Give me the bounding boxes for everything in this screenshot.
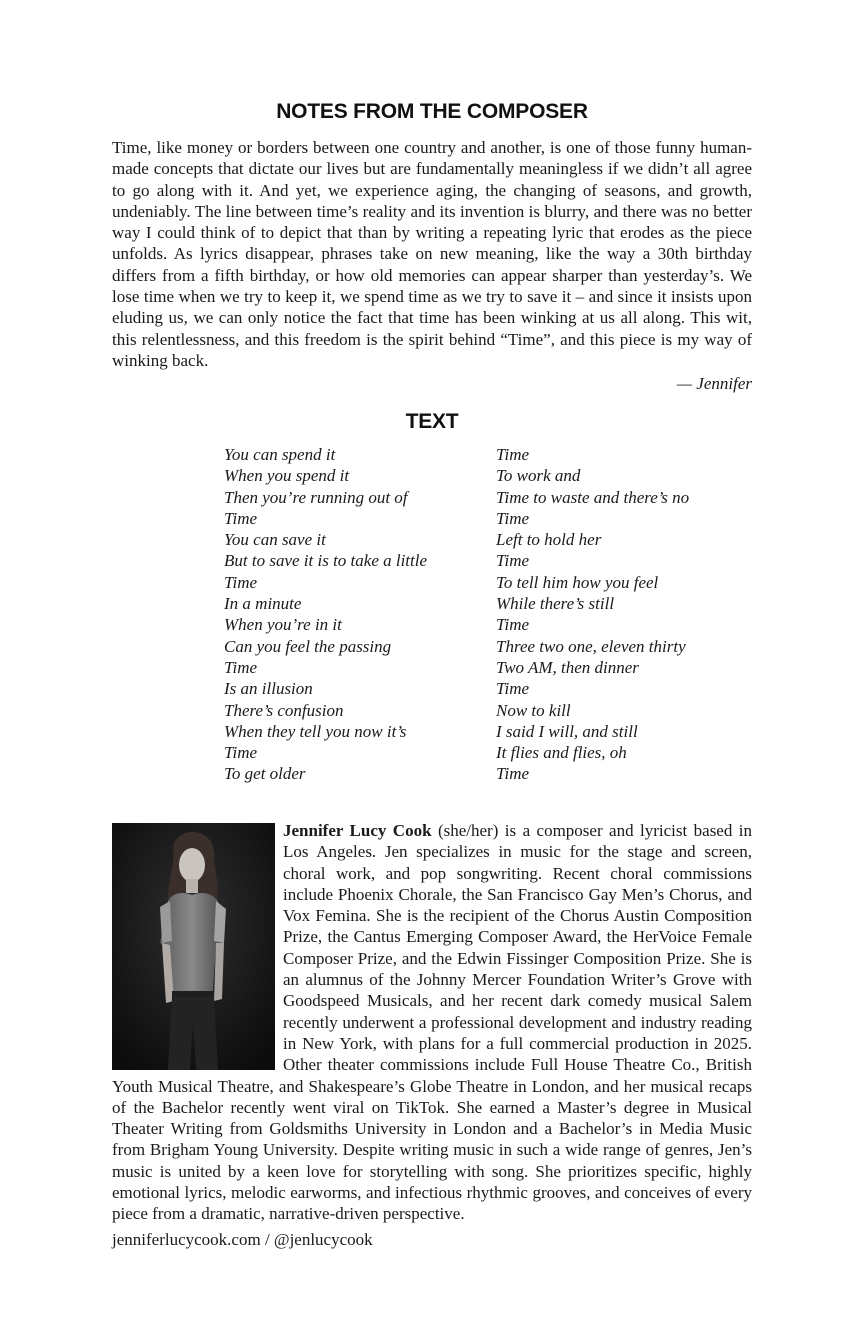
signature: — Jennifer [676,374,752,393]
lyric-line: Time [224,572,258,592]
lyric-line: Time to waste and there’s no [496,487,690,507]
bio-text: (she/her) is a composer and lyricist based in Los Angeles. Jen specializes in music for the stage and screen, choral work, and pop songwriting. Recent choral commissions include Phoenix Chorale, the San Francisco Gay Men’s Chorus, and Vox Femina. She is the recipient of the Chorus Austin Composition Prize, the Cantus Emerging Composer Award, the HerVoice Female Composer Prize, and the Edwin Fissinger Composition Prize. She is an alumnus of the Johnny Mercer Foundation Writer’s Grove with Goodspeed Musicals, and her recent dark comedy musical Salem recently underwent a professional development and industry reading in New York, with plans for a full commercial production in 2025. Other theater commissions include Full House Theatre Co., British Youth Musical Theatre, and Shakespeare’s Globe Theatre in London, and her musical recaps of the Bachelor recently went viral on TikTok. She earned a Master’s degree in Musical Theater Writing from Goldsmiths University in London and a Bachelor’s in Media Music from Brigham Young University. Despite writing music in such a wide range of genres, Jen’s music is united by a keen love for storytelling with song. She prioritizes specific, highly emotional lyrics, melodic earworms, and infectious rhythmic grooves, and conceives of every piece from a dramatic, narrative-driven perspective. [112,821,752,1224]
lyric-line: Is an illusion [224,679,313,699]
text-heading: TEXT [405,410,459,433]
lyric-line: Time [496,508,530,528]
lyric-line: Now to kill [496,700,571,720]
lyric-line: To tell him how you feel [496,572,659,592]
lyric-line: Three two one, eleven thirty [496,636,686,656]
notes-heading: NOTES FROM THE COMPOSER [276,100,588,123]
lyric-line: It flies and flies, oh [496,743,627,763]
lyric-line: I said I will, and still [496,721,638,741]
lyric-line: When you’re in it [224,615,342,635]
lyric-line: Left to hold her [496,530,602,550]
lyric-line: To get older [224,764,306,784]
lyric-line: Time [496,615,530,635]
lyric-line: While there’s still [496,594,615,614]
lyric-line: Time [496,551,530,571]
lyric-line: Time [496,764,530,784]
lyric-line: Then you’re running out of [224,487,408,507]
lyric-line: When they tell you now it’s [224,721,407,741]
lyric-line: You can save it [224,530,326,550]
lyric-line: Time [224,657,258,677]
lyric-line: Can you feel the passing [224,636,392,656]
lyric-line: To work and [496,466,581,486]
lyric-line: Time [224,508,258,528]
composer-portrait [112,823,275,1070]
contact-line: jenniferlucycook.com / @jenlucycook [112,1230,373,1249]
lyric-line: Time [496,445,530,464]
lyric-line: Two AM, then dinner [496,657,639,677]
lyric-line: When you spend it [224,466,350,486]
lyric-line: But to save it is to take a little [224,551,428,571]
lyric-line: Time [224,743,258,763]
lyrics-column-right [496,444,689,785]
lyrics-column-left [224,444,427,785]
lyric-line: There’s confusion [224,700,344,720]
composer-name: Jennifer Lucy Cook [283,821,432,840]
lyric-line: You can spend it [224,445,336,464]
lyric-line: Time [496,679,530,699]
composer-bio [112,820,752,1225]
composer-notes-paragraph: Time, like money or borders between one country and another, is one of those funny human-made concepts that dictate our lives but are fundamentally meaningless if we didn’t all agree to go along with it. And yet, we experience aging, the changing of seasons, and growth, undeniably. The line between time’s reality and its invention is blurry, and there was no better way I could think of to depict that than by writing a repeating lyric that erodes as the piece unfolds. As lyrics disappear, phrases take on new meaning, like the way a 30th birthday differs from a fifth birthday, or how old memories can appear sharper than yesterday’s. We lose time when we try to keep it, we spend time as we try to save it – and since it insists upon eluding us, we can only notice the fact that time has been winking at us all along. This wit, this relentlessness, and this freedom is the spirit behind “Time”, and this piece is my way of winking back. [112,138,752,370]
lyric-line: In a minute [224,594,302,614]
